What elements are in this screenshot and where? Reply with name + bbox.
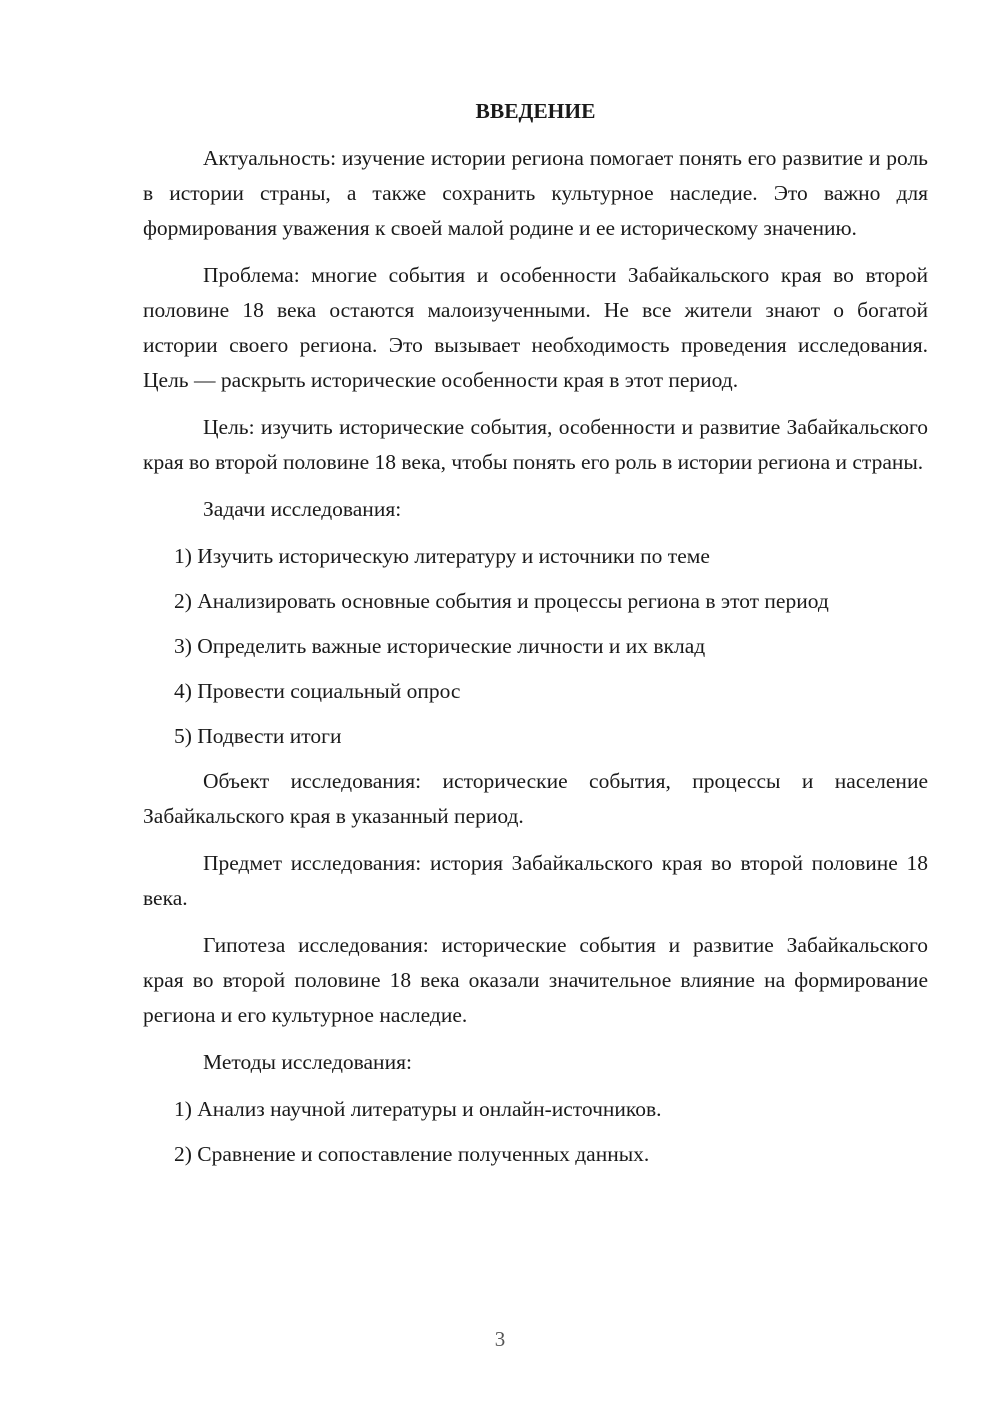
tasks-heading: Задачи исследования: — [203, 497, 402, 521]
paragraph-subject: Предмет исследования: история Забайкальского края во второй половине 18 века. — [143, 851, 928, 910]
paragraph-goal: Цель: изучить исторические события, особенности и развитие Забайкальского края во второй половине 18 века, чтобы понять его роль в истории региона и страны. — [143, 415, 928, 474]
task-item: 1) Изучить историческую литературу и источники по теме — [174, 544, 710, 568]
paragraph-problem: Проблема: многие события и особенности Забайкальского края во второй половине 18 века остаются малоизученными. Не все жители знают о богатой истории своего региона. Это вызывает необходимость проведения исследования. Цель — раскрыть исторические особенности края в этот период. — [143, 263, 928, 392]
method-item: 1) Анализ научной литературы и онлайн-источников. — [174, 1097, 662, 1121]
task-item: 4) Провести социальный опрос — [174, 679, 461, 703]
task-item: 5) Подвести итоги — [174, 724, 342, 748]
task-item: 2) Анализировать основные события и процессы региона в этот период — [174, 589, 829, 613]
methods-heading: Методы исследования: — [203, 1050, 412, 1074]
method-item: 2) Сравнение и сопоставление полученных данных. — [174, 1142, 650, 1166]
paragraph-relevance: Актуальность: изучение истории региона помогает понять его развитие и роль в истории страны, а также сохранить культурное наследие. Это важно для формирования уважения к своей малой родине и ее историческому значению. — [143, 146, 928, 240]
paragraph-hypothesis: Гипотеза исследования: исторические события и развитие Забайкальского края во второй половине 18 века оказали значительное влияние на формирование региона и его культурное наследие. — [143, 933, 928, 1027]
paragraph-object: Объект исследования: исторические события, процессы и население Забайкальского края в указанный период. — [143, 769, 928, 828]
task-item: 3) Определить важные исторические личности и их вклад — [174, 634, 706, 658]
page-content — [143, 94, 928, 1182]
page-number: 3 — [494, 1327, 506, 1351]
section-title: ВВЕДЕНИЕ — [475, 99, 596, 123]
